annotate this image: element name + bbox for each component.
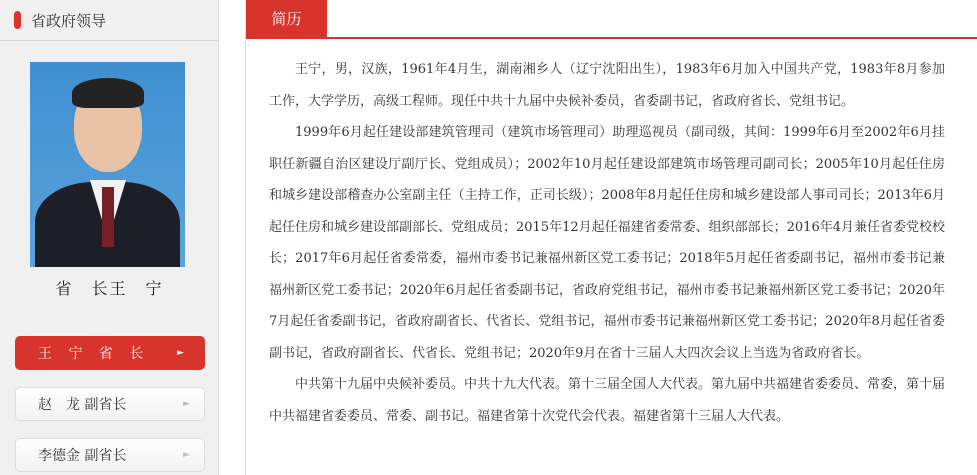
leader-photo — [30, 62, 185, 267]
button-label: 王 宁 省 长 — [38, 346, 150, 362]
button-label: 赵 龙 副省长 — [38, 397, 127, 413]
sidebar-header — [0, 0, 218, 41]
resume-paragraph: 王宁，男，汉族，1961年4月生，湖南湘乡人（辽宁沈阳出生），1983年6月加入中国共产党，1983年8月参加工作，大学学历，高级工程师。现任中共十九届中央候补委员，省委副书记，省政府省长、党组书记。 — [269, 62, 945, 109]
main-panel — [245, 0, 977, 475]
sidebar-title: 省政府领导 — [31, 11, 107, 30]
resume-content — [269, 54, 945, 432]
button-label: 李德金 副省长 — [38, 448, 127, 464]
arrow-right-icon: ► — [183, 450, 190, 460]
resume-paragraph: 1999年6月起任建设部建筑管理司（建筑市场管理司）助理巡视员（副司级，其间：1999年6月至2002年6月挂职任新疆自治区建设厅副厅长、党组成员）；2002年10月起任建设部建筑市场管理司副司长；2005年10月起任住房和城乡建设部稽查办公室副主任（主持工作，正司长级）；2008年8月起任住房和城乡建设部人事司司长；2013年6月起任住房和城乡建设部副部长、党组成员；2015年12月起任福建省委常委、组织部部长；2016年4月兼任省委党校校长；2017年6月起任省委常委，福州市委书记兼福州新区党工委书记；2018年5月起任省委副书记，福州市委书记兼福州新区党工委书记；2020年6月起任省委副书记，省政府党组书记，福州市委书记兼福州新区党工委书记；2020年7月起任省委副书记，省政府副省长、代省长、党组书记，福州市委书记兼福州新区党工委书记；2020年8月起任省委副书记，省政府副省长、代省长、党组书记；2020年9月在省十三届人大四次会议上当选为省政府省长。 — [269, 125, 945, 361]
leader-button-zhao-long[interactable] — [15, 387, 205, 421]
tab-resume[interactable]: 简历 — [246, 0, 327, 37]
title-marker-icon — [14, 11, 21, 29]
arrow-right-icon: ► — [183, 399, 190, 409]
tab-underline — [246, 37, 977, 39]
sidebar — [0, 0, 219, 475]
leader-button-wang-ning[interactable] — [15, 336, 205, 370]
photo-caption: 省 长王 宁 — [55, 279, 164, 298]
resume-paragraph: 中共第十九届中央候补委员。中共十九大代表。第十三届全国人大代表。第九届中共福建省委委员、常委，第十届中共福建省委委员、常委、副书记。福建省第十次党代会代表。福建省第十三届人大代表。 — [269, 377, 946, 424]
arrow-right-icon: ► — [177, 348, 190, 358]
leader-button-li-dejin[interactable] — [15, 438, 205, 472]
